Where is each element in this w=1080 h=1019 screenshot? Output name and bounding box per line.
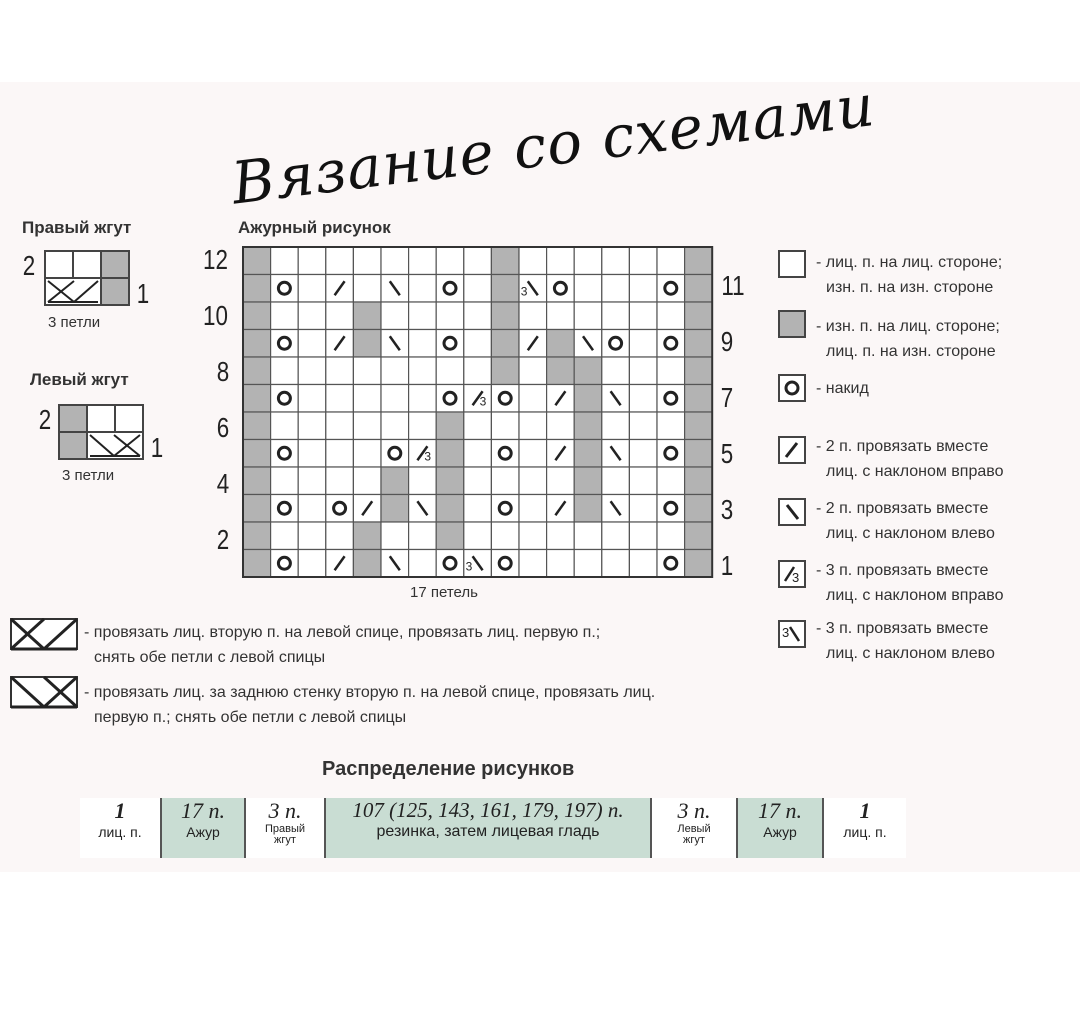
legend-text: - накид [816,380,869,397]
right-cable-row-2: 2 [22,250,36,281]
left-cable-row-1: 1 [150,432,164,463]
k2tog-left-icon [778,498,806,526]
distribution-cell: 107 (125, 143, 161, 179, 197) п. резинка, затем лицевая гладь [324,798,652,858]
chart-left-row-numbers [196,244,240,584]
watermark-title: Вязание со схемами [228,71,879,218]
left-cable-chart [58,404,146,460]
cross-legend-text: - провязать лиц. за заднюю стенку вторую п. на левой спице, провязать лиц. первую п.; снять обе петли с левой спицы [84,684,656,726]
distribution-cell: 1 лиц. п. [824,798,906,858]
k3tog-left-icon [778,620,806,648]
distribution-cell: 1 лиц. п. [80,798,160,858]
lace-chart-grid [242,246,714,578]
row-number: 12 [203,244,228,275]
right-cable-chart [44,250,132,306]
empty-square-icon [778,250,806,278]
row-number: 6 [216,412,230,443]
yarn-over-icon [778,374,806,402]
legend-text: - 2 п. провязать вместе лиц. с наклоном вправо [816,438,1004,480]
right-cable-caption: 3 петли [48,314,101,331]
chart-width-caption: 17 петель [410,584,478,601]
svg-text:3: 3 [520,284,528,299]
svg-text:3: 3 [792,570,800,585]
k3tog-right-icon [778,560,806,588]
legend-text: - 3 п. провязать вместе лиц. с наклоном влево [816,620,995,662]
left-cable-row-2: 2 [38,404,52,435]
row-number: 8 [216,356,230,387]
row-number: 9 [720,326,734,357]
left-cross-icon [10,676,80,710]
svg-text:3: 3 [782,625,790,640]
row-number: 7 [720,382,734,413]
row-number: 11 [721,270,745,301]
left-cable-title: Левый жгут [30,370,129,389]
row-number: 5 [720,438,734,469]
legend-text: - 2 п. провязать вместе лиц. с наклоном влево [816,500,995,542]
right-cable-row-1: 1 [136,278,150,309]
k2tog-right-icon [778,436,806,464]
left-cable-caption: 3 петли [62,467,115,484]
row-number: 3 [720,494,734,525]
legend-text: - 3 п. провязать вместе лиц. с наклоном вправо [816,562,1004,604]
svg-text:3: 3 [465,559,473,574]
distribution-cell: 3 п. Левый жгут [652,798,736,858]
right-cross-icon [10,618,80,652]
distribution-cell: 17 п. Ажур [736,798,824,858]
chart-right-row-numbers [716,270,760,580]
cross-legend-text: - провязать лиц. вторую п. на левой спице, провязать лиц. первую п.; снять обе петли с левой спицы [84,624,601,666]
symbol-legend [776,250,1076,670]
chart-title: Ажурный рисунок [238,218,391,237]
legend-text: - лиц. п. на лиц. стороне; изн. п. на изн. стороне [816,254,1003,296]
row-number: 2 [216,524,230,555]
row-number: 10 [203,300,228,331]
legend-text: - изн. п. на лиц. стороне; лиц. п. на изн. стороне [816,318,1000,360]
svg-text:3: 3 [479,394,487,409]
distribution-title: Распределение рисунков [322,758,575,780]
svg-text:3: 3 [424,449,432,464]
gray-square-icon [778,310,806,338]
right-cable-title: Правый жгут [22,218,132,237]
row-number: 4 [216,468,230,499]
distribution-cell: 17 п. Ажур [160,798,246,858]
row-number: 1 [720,550,734,581]
distribution-cell: 3 п. Правый жгут [246,798,324,858]
